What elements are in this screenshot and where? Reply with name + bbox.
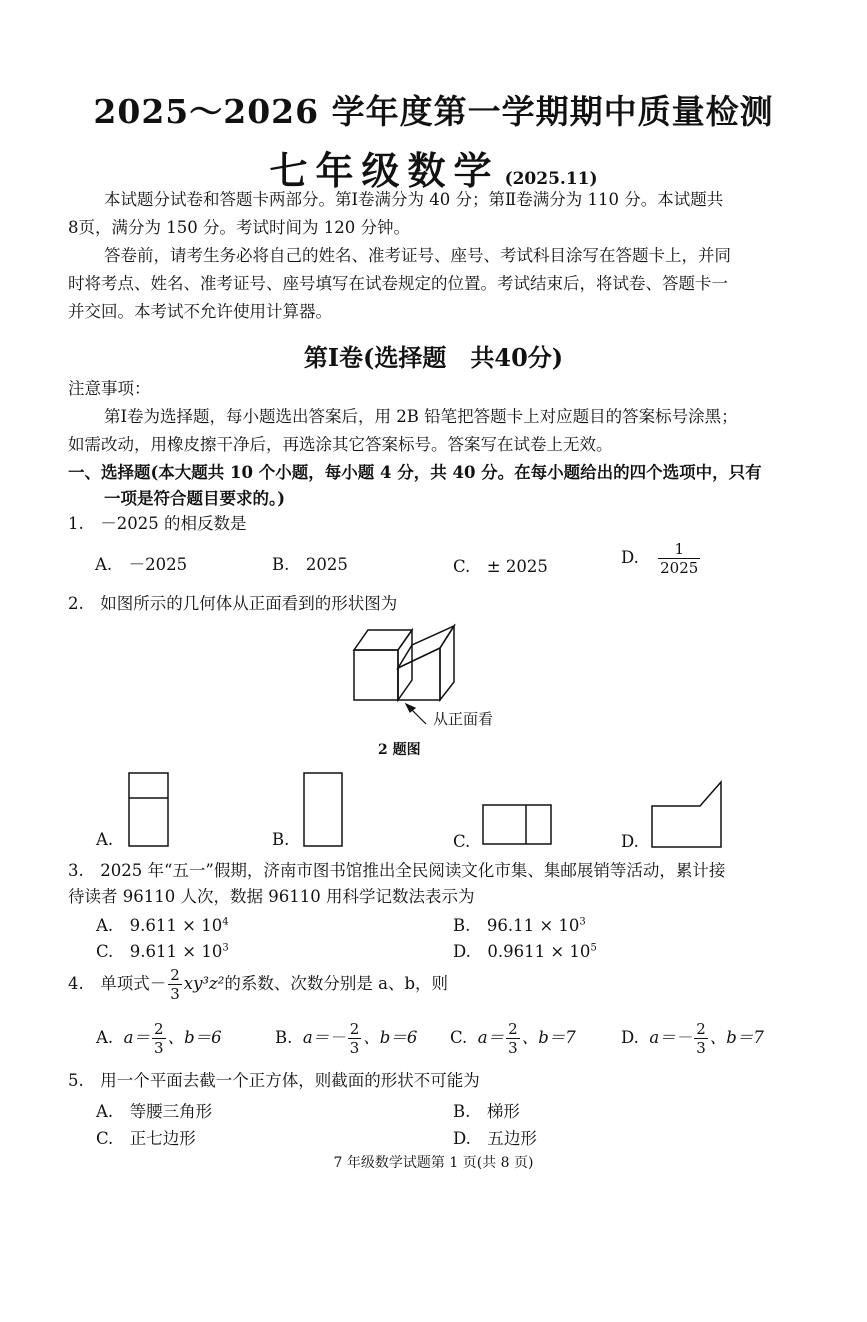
- part-title-line-2: 一项是符合题目要求的。): [104, 489, 286, 508]
- fraction-numerator: 1: [658, 540, 700, 559]
- q4-option-b-post: 、b＝6: [363, 1028, 418, 1047]
- q4-option-c-fraction: [506, 1020, 520, 1057]
- q5-option-b: B. 梯形: [453, 1102, 520, 1121]
- fraction-denominator: 3: [349, 1039, 360, 1057]
- q2-option-c-shape: [482, 804, 554, 846]
- q3-option-d-text: D. 0.9611 × 10: [453, 942, 591, 961]
- q2-option-a-shape: [128, 772, 170, 848]
- section-title: 第Ⅰ卷(选择题 共40分): [303, 343, 564, 372]
- q3-line-1: 3. 2025 年“五一”假期，济南市图书馆推出全民阅读文化市集、集邮展销等活动，累计接: [68, 861, 726, 880]
- intro-line-5: 并交回。本考试不允许使用计算器。: [68, 302, 332, 321]
- fraction-denominator: 2025: [660, 559, 699, 577]
- q4-option-b-pre: a＝－: [302, 1028, 346, 1047]
- notice-line-2: 如需改动，用橡皮擦干净后，再选涂其它答案标号。答案写在试卷上无效。: [68, 435, 613, 454]
- q3-option-b: [453, 912, 586, 936]
- q1-option-d-fraction: [658, 540, 700, 577]
- q5-option-c: C. 正七边形: [96, 1129, 196, 1148]
- q4-option-c-label: C.: [450, 1028, 468, 1047]
- intro-line-2: 8页，满分为 150 分。考试时间为 120 分钟。: [68, 218, 410, 237]
- q4-option-a-pre: a＝: [123, 1028, 151, 1047]
- q4-tail: 的系数、次数分别是 a、b，则: [224, 974, 449, 993]
- q2-caption: 2 题图: [378, 742, 421, 758]
- q2-option-d: D.: [621, 832, 639, 851]
- q4-option-d-pre: a＝－: [649, 1028, 693, 1047]
- q3-option-c-text: C. 9.611 × 10: [96, 942, 223, 961]
- q2-stem: 2. 如图所示的几何体从正面看到的形状图为: [68, 594, 398, 613]
- q3-option-d-exponent: 5: [590, 942, 597, 954]
- q1-option-a: A. －2025: [95, 555, 188, 574]
- fraction-numerator: 2: [349, 1020, 360, 1038]
- q3-option-a-text: A. 9.611 × 10: [96, 916, 223, 935]
- fraction-denominator: 3: [508, 1039, 518, 1057]
- fraction-denominator: 3: [154, 1039, 164, 1057]
- q2-option-c: C.: [453, 832, 471, 851]
- q1-option-c: C. ± 2025: [453, 557, 548, 576]
- q1-option-d-label: D.: [621, 548, 639, 567]
- q4-option-b-label: B.: [275, 1028, 293, 1047]
- q5-stem: 5. 用一个平面去截一个正方体，则截面的形状不可能为: [68, 1071, 480, 1090]
- q1-option-b: B. 2025: [272, 555, 348, 574]
- q4-stem: [68, 966, 448, 1003]
- q3-line-2: 待读者 96110 人次，数据 96110 用科学记数法表示为: [68, 887, 475, 906]
- intro-line-1: 本试题分试卷和答题卡两部分。第Ⅰ卷满分为 40 分；第Ⅱ卷满分为 110 分。本试题共: [104, 190, 724, 209]
- q4-option-c: [450, 1020, 576, 1057]
- q3-option-a: [96, 912, 229, 936]
- q4-option-b: [275, 1020, 417, 1057]
- q3-option-c: [96, 938, 229, 962]
- q2-option-a: A.: [96, 830, 114, 849]
- q4-number: 4. 单项式－: [68, 974, 167, 993]
- fraction-numerator: 2: [170, 966, 180, 984]
- q4-option-d-label: D.: [621, 1028, 639, 1047]
- intro-line-3: 答卷前，请考生务必将自己的姓名、准考证号、座号、考试科目涂写在答题卡上，并同: [104, 246, 731, 265]
- fraction-denominator: 3: [696, 1039, 706, 1057]
- q4-term: xy³z²: [183, 974, 225, 993]
- q2-option-b: B.: [272, 830, 290, 849]
- exam-title: 2025～2026 学年度第一学期期中质量检测: [93, 92, 774, 131]
- q3-option-b-text: B. 96.11 × 10: [453, 916, 580, 935]
- q1-stem: 1. －2025 的相反数是: [68, 514, 247, 533]
- q3-option-c-exponent: 3: [222, 942, 229, 954]
- q4-option-a-label: A.: [96, 1028, 114, 1047]
- q5-option-a: A. 等腰三角形: [96, 1102, 213, 1121]
- q2-option-b-shape: [303, 772, 345, 848]
- q1-option-d: [621, 540, 702, 577]
- q4-option-d-fraction: [694, 1020, 708, 1057]
- fraction-numerator: 2: [508, 1020, 518, 1038]
- fraction-denominator: 3: [170, 985, 180, 1003]
- q4-option-b-fraction: [348, 1020, 362, 1057]
- q2-option-d-shape: [650, 780, 724, 850]
- part-title-line-1: 一、选择题(本大题共 10 个小题，每小题 4 分，共 40 分。在每小题给出的四个选项中，只有: [68, 463, 762, 482]
- q4-fraction: [168, 966, 182, 1003]
- q2-arrow-label: 从正面看: [433, 710, 494, 728]
- q4-option-d-post: 、b＝7: [709, 1028, 764, 1047]
- q4-option-c-post: 、b＝7: [521, 1028, 576, 1047]
- q5-option-d: D. 五边形: [453, 1129, 537, 1148]
- notice-label: 注意事项：: [68, 379, 151, 398]
- q3-option-a-exponent: 4: [222, 916, 229, 928]
- q3-option-d: [453, 938, 597, 962]
- fraction-numerator: 2: [696, 1020, 706, 1038]
- page-footer: 7 年级数学试题第 1 页(共 8 页): [333, 1155, 534, 1171]
- fraction-numerator: 2: [154, 1020, 164, 1038]
- q4-option-a-post: 、b＝6: [167, 1028, 222, 1047]
- q4-option-c-pre: a＝: [477, 1028, 505, 1047]
- exam-date: (2025.11): [504, 169, 598, 189]
- q4-option-a-fraction: [152, 1020, 166, 1057]
- notice-line-1: 第Ⅰ卷为选择题，每小题选出答案后，用 2B 铅笔把答题卡上对应题目的答案标号涂黑；: [104, 407, 738, 426]
- q3-option-b-exponent: 3: [579, 916, 586, 928]
- q4-option-d: [621, 1020, 764, 1057]
- q4-option-a: [96, 1020, 222, 1057]
- intro-line-4: 时将考点、姓名、准考证号、座号填写在试卷规定的位置。考试结束后，将试卷、答题卡一: [68, 274, 728, 293]
- subject-name: 七年级数学: [269, 148, 500, 193]
